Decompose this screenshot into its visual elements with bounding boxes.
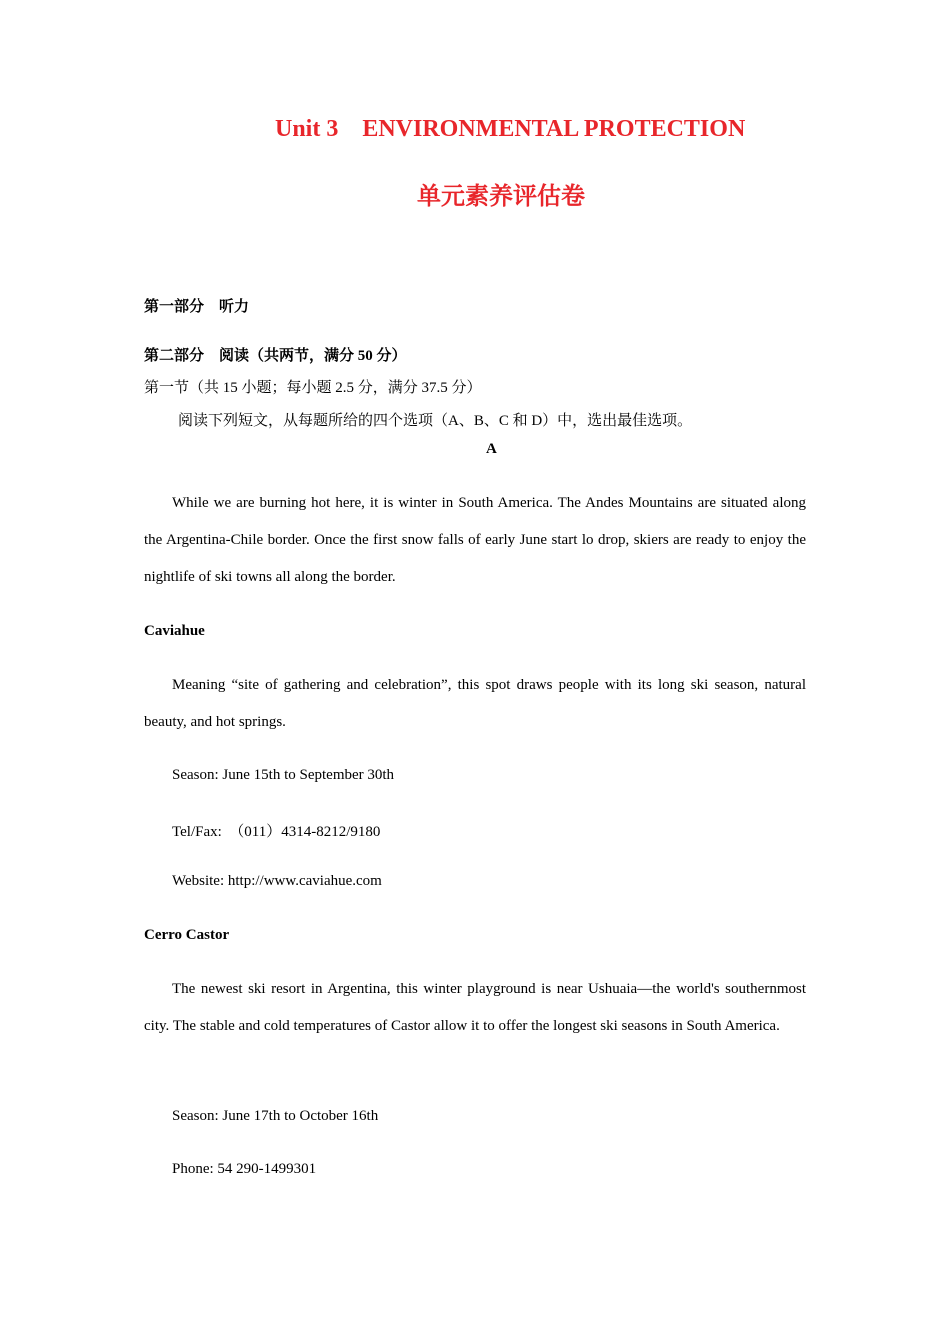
document-title: Unit 3 ENVIRONMENTAL PROTECTION	[275, 116, 746, 142]
resort-name: Caviahue	[144, 623, 205, 639]
part2-heading: 第二部分 阅读（共两节，满分 50 分）	[144, 348, 407, 364]
resort-description: Meaning “site of gathering and celebration”, this spot draws people with its long ski season, natural beauty, and hot springs.	[144, 677, 806, 730]
resort-contact: Tel/Fax: （011）4314-8212/9180	[172, 824, 381, 840]
part1-heading: 第一部分 听力	[144, 299, 250, 315]
instruction: 阅读下列短文，从每题所给的四个选项（A、B、C 和 D）中，选出最佳选项。	[178, 413, 693, 429]
resort-description: The newest ski resort in Argentina, this winter playground is near Ushuaia—the world's southernmost city. The stable and cold temperatures of Castor allow it to offer the longest ski seasons in South America.	[144, 981, 806, 1034]
document-subtitle: 单元素养评估卷	[417, 184, 585, 210]
passage-label: A	[486, 441, 497, 457]
resort-season: Season: June 15th to September 30th	[172, 767, 395, 783]
resort-website: Website: http://www.caviahue.com	[172, 873, 382, 889]
resort-name: Cerro Castor	[144, 927, 230, 943]
resort-contact: Phone: 54 290-1499301	[172, 1161, 317, 1177]
passage-intro: While we are burning hot here, it is winter in South America. The Andes Mountains are situated along the Argentina-Chile border. Once the first snow falls of early June start lo drop, skiers are ready to enjoy the nightlife of ski towns all along the border.	[144, 495, 806, 585]
resort-season: Season: June 17th to October 16th	[172, 1108, 379, 1124]
section1-heading: 第一节（共 15 小题；每小题 2.5 分，满分 37.5 分）	[144, 380, 482, 396]
